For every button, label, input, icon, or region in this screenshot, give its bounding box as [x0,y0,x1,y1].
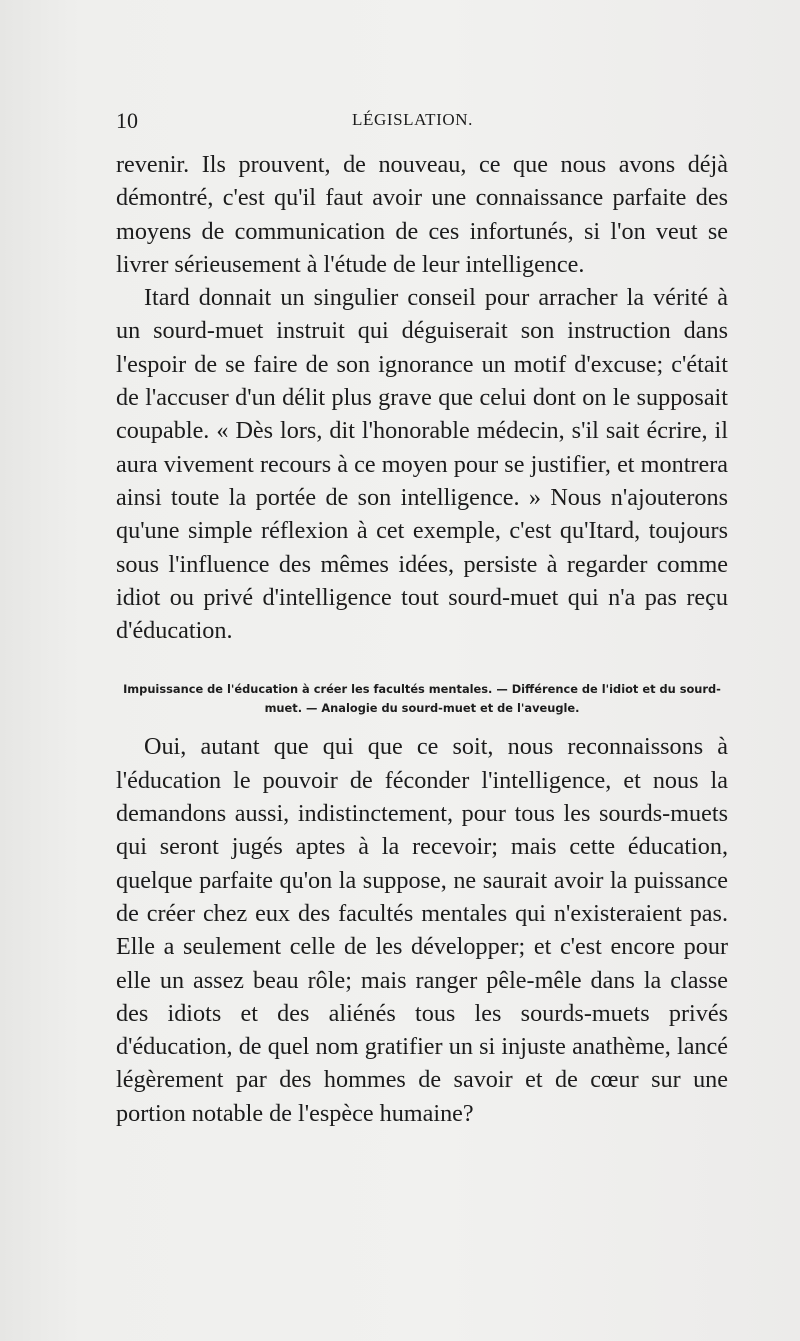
body-text [116,148,728,1130]
paragraph-continuation: revenir. Ils prouvent, de nouveau, ce que nous avons déjà démontré, c'est qu'il faut avoir une connaissance parfaite des moyens de communication de ces infortunés, si l'on veut se livrer sérieusement à l'étude de leur intelligence. [116,151,728,278]
section-heading: Impuissance de l'éducation à créer les facultés mentales. — Différence de l'idiot et du sourd-muet. — Analogie du sourd-muet et de l'aveugle. [123,682,721,716]
paragraph-education: Oui, autant que qui que ce soit, nous reconnaissons à l'éducation le pouvoir de féconder l'intelligence, et nous la demandons aussi, indistinctement, pour tous les sourds-muets qui seront jugés aptes à la recevoir; mais cette éducation, quelque parfaite qu'on la suppose, ne saurait avoir la puissance de créer chez eux des facultés mentales qui n'existeraient pas. Elle a seulement celle de les développer; et c'est encore pour elle un assez beau rôle; mais ranger pêle-mêle dans la classe des idiots et des aliénés tous les sourds-muets privés d'éducation, de quel nom gratifier un si injuste anathème, lancé légèrement par des hommes de savoir et de cœur sur une portion notable de l'espèce humaine? [116,733,728,1127]
page-header [116,108,728,140]
paragraph-itard: Itard donnait un singulier conseil pour arracher la vérité à un sourd-muet instruit qui déguiserait son instruction dans l'espoir de se faire de son ignorance un motif d'excuse; c'était de l'accuser d'un délit plus grave que celui dont on le supposait coupable. « Dès lors, dit l'honorable médecin, s'il sait écrire, il aura vivement recours à ce moyen pour se justifier, et montrera ainsi toute la portée de son intelligence. » Nous n'ajouterons qu'une simple réflexion à cet exemple, c'est qu'Itard, toujours sous l'influence des mêmes idées, persiste à regarder comme idiot ou privé d'intelligence tout sourd-muet qui n'a pas reçu d'éducation. [116,284,728,645]
page-number: 10 [116,108,138,133]
running-title: LÉGISLATION. [352,110,473,129]
